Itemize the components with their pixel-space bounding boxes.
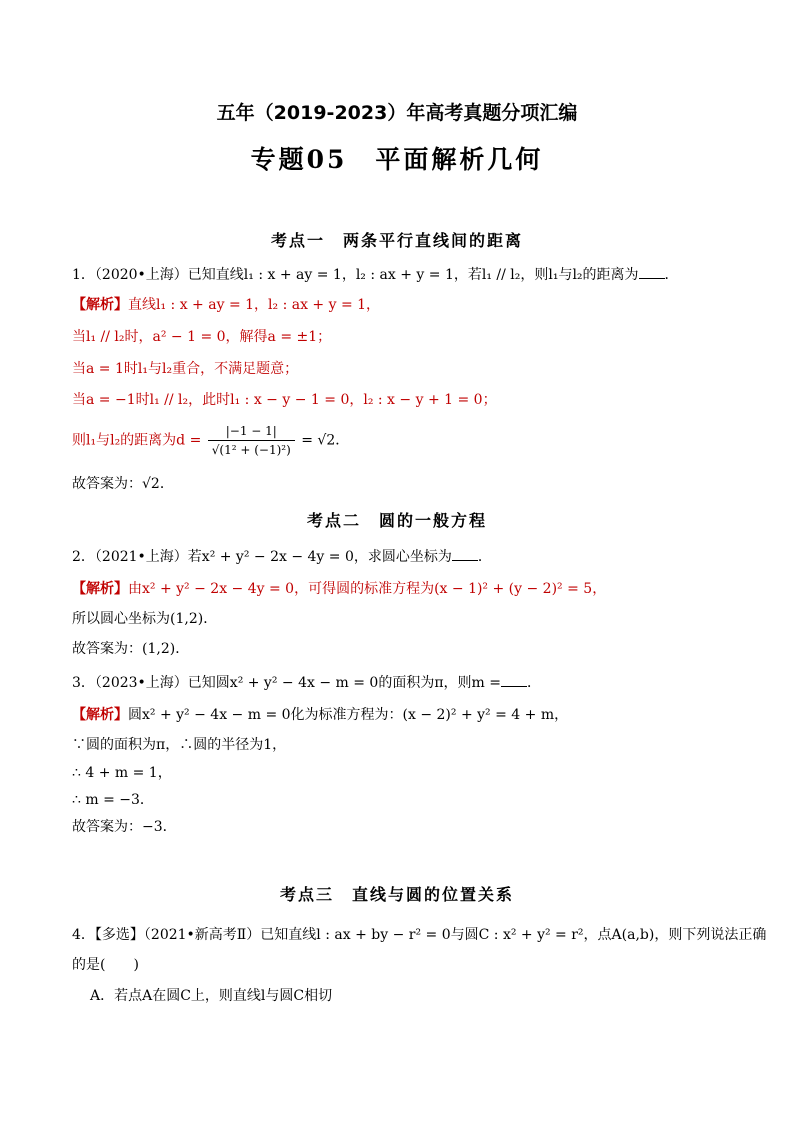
answer-blank <box>501 674 527 687</box>
solution-3-line-4: ∴ m = −3． <box>72 792 154 808</box>
question-3-stem <box>72 674 541 692</box>
solution-tag: 【解析】 <box>72 707 128 723</box>
section-heading-2: 考点二 圆的一般方程 <box>306 511 487 530</box>
document-title: 五年（2019-2023）年高考真题分项汇编 <box>216 102 578 124</box>
distance-result: = √2． <box>301 432 350 449</box>
solution-2-line-1 <box>72 580 606 598</box>
solution-3-line-3: ∴ 4 + m = 1， <box>72 765 172 781</box>
answer-blank <box>639 266 665 279</box>
distance-fraction <box>208 422 295 459</box>
fraction-denominator: √(1² + (−1)²) <box>211 443 291 457</box>
solution-2-line-2: 所以圆心坐标为(1,2)． <box>72 611 218 627</box>
question-1-stem-end: ． <box>664 267 679 283</box>
question-4-option-a: A．若点A在圆C上，则直线l与圆C相切 <box>90 988 333 1004</box>
solution-text: 由x² + y² − 2x − 4y = 0，可得圆的标准方程为(x − 1)² + (y − 2)² = 5， <box>128 581 607 597</box>
section-heading-1: 考点一 两条平行直线间的距离 <box>270 231 523 250</box>
solution-3-line-1 <box>72 706 568 724</box>
solution-1-line-2: 当l₁ // l₂时，a² − 1 = 0，解得a = ±1； <box>72 329 332 345</box>
solution-text: 直线l₁ : x + ay = 1，l₂ : ax + y = 1， <box>128 297 381 313</box>
fraction-numerator: |−1 − 1| <box>208 422 295 441</box>
question-4-stem-line-2: 的是( ) <box>72 957 139 973</box>
answer-1: 故答案为：√2． <box>72 476 174 492</box>
solution-1-line-5 <box>72 422 349 459</box>
answer-3: 故答案为：−3． <box>72 819 177 835</box>
question-1-stem <box>72 266 679 284</box>
solution-text: 圆x² + y² − 4x − m = 0化为标准方程为：(x − 2)² + y² = 4 + m， <box>128 707 569 723</box>
distance-label: 则l₁与l₂的距离为d = <box>72 432 202 449</box>
solution-1-line-1 <box>72 296 380 314</box>
question-3-text: 3．（2023•上海）已知圆x² + y² − 4x − m = 0的面积为π，则m = <box>72 675 501 691</box>
solution-tag: 【解析】 <box>72 581 128 597</box>
question-3-stem-end: ． <box>527 675 541 691</box>
question-2-stem <box>72 548 492 566</box>
solution-tag: 【解析】 <box>72 297 128 313</box>
answer-2: 故答案为：(1,2)． <box>72 641 190 657</box>
question-1-text: 1．（2020•上海）已知直线l₁ : x + ay = 1，l₂ : ax + y = 1，若l₁ // l₂，则l₁与l₂的距离为 <box>72 267 639 283</box>
answer-blank <box>452 548 478 561</box>
question-2-stem-end: ． <box>477 549 492 565</box>
section-heading-3: 考点三 直线与圆的位置关系 <box>279 885 514 904</box>
document-subtitle: 专题05 平面解析几何 <box>250 145 544 174</box>
solution-1-line-4: 当a = −1时l₁ // l₂，此时l₁ : x − y − 1 = 0，l₂ : x − y + 1 = 0； <box>72 392 497 408</box>
question-2-text: 2．（2021•上海）若x² + y² − 2x − 4y = 0，求圆心坐标为 <box>72 549 452 565</box>
question-4-stem-line-1: 4．【多选】（2021•新高考Ⅱ）已知直线l : ax + by − r² = 0与圆C : x² + y² = r²，点A(a,b)，则下列说法正确 <box>72 927 767 943</box>
solution-3-line-2: ∵圆的面积为π，∴圆的半径为1， <box>72 737 287 753</box>
solution-1-line-3: 当a = 1时l₁与l₂重合，不满足题意； <box>72 361 299 377</box>
